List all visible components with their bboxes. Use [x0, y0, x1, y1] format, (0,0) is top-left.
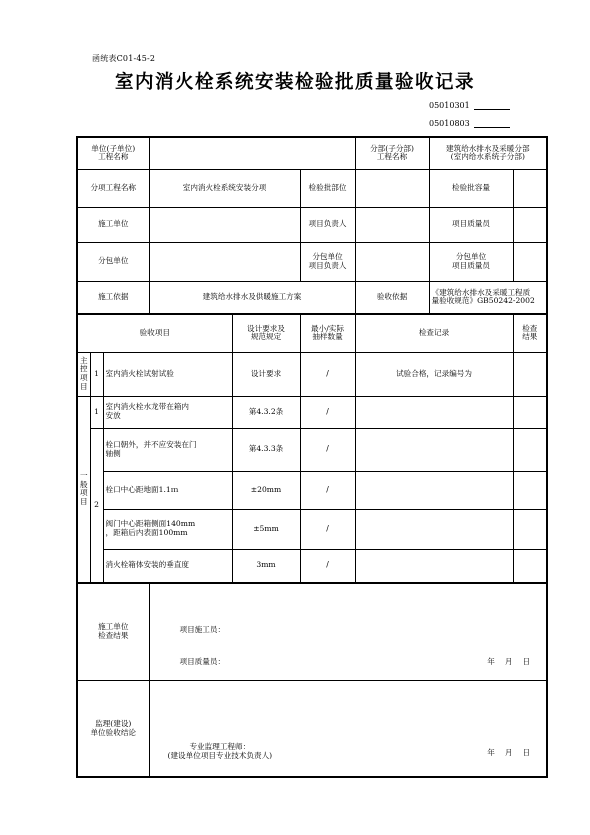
col-check-record: 检查记录 — [355, 314, 513, 352]
general-row-sample: / — [300, 549, 355, 583]
project-quality-sign: 项目质量员： — [179, 657, 226, 666]
general-row-result[interactable] — [513, 509, 547, 549]
general-row-record[interactable] — [355, 396, 513, 428]
general-row-record[interactable] — [355, 428, 513, 471]
main-row-no: 1 — [90, 352, 103, 396]
acceptance-basis-value: 《建筑给水排水及采暖工程质 量验收规范》GB50242-2002 — [429, 281, 547, 314]
general-row-record[interactable] — [355, 471, 513, 509]
construction-check-label: 施工单位 检查结果 — [77, 583, 149, 681]
project-worker-sign: 项目施工员： — [179, 625, 226, 634]
acceptance-basis-label: 验收依据 — [355, 281, 429, 314]
col-acceptance-item: 验收项目 — [77, 314, 232, 352]
inspection-part-value[interactable] — [355, 169, 429, 207]
inspection-part-label: 检验批部位 — [300, 169, 355, 207]
main-row-sample: / — [300, 352, 355, 396]
general-row-record[interactable] — [355, 509, 513, 549]
general-row-sample: / — [300, 428, 355, 471]
inspection-form-table — [76, 136, 548, 778]
general-row-no: 1 — [90, 396, 103, 428]
supervising-engineer-sign: 专业监理工程师： (建设单位项目专业技术负责人) — [167, 742, 273, 760]
col-sample-count: 最小/实际 抽样数量 — [300, 314, 355, 352]
construction-check-date: 年 月 日 — [487, 657, 531, 666]
subcontractor-label: 分包单位 — [77, 242, 149, 281]
general-label: 一 般 项 目 — [77, 396, 90, 583]
supervision-date: 年 月 日 — [487, 748, 531, 757]
col-check-result: 检查 结果 — [513, 314, 547, 352]
general-row-item: 栓口中心距地面1.1ｍ — [103, 471, 232, 509]
item-name-value: 室内消火栓系统安装分项 — [149, 169, 300, 207]
unit-name-label: 单位(子单位) 工程名称 — [77, 137, 149, 169]
sub-quality-officer-label: 分包单位 项目质量员 — [429, 242, 513, 281]
general-row-result[interactable] — [513, 396, 547, 428]
builder-value[interactable] — [149, 207, 300, 242]
general-row-spec: 第4.3.3条 — [232, 428, 300, 471]
general-row-item: 消火栓箱体安装的垂直度 — [103, 549, 232, 583]
subcontractor-value[interactable] — [149, 242, 300, 281]
construction-basis-value: 建筑给水排水及供暖施工方案 — [149, 281, 355, 314]
main-row-record[interactable]: 试验合格，记录编号为 — [355, 352, 513, 396]
project-manager-label: 项目负责人 — [300, 207, 355, 242]
construction-check-area[interactable] — [149, 583, 547, 681]
general-row-result[interactable] — [513, 428, 547, 471]
supervision-area[interactable] — [149, 681, 547, 778]
batch-capacity-label: 检验批容量 — [429, 169, 513, 207]
project-manager-value[interactable] — [355, 207, 429, 242]
builder-label: 施工单位 — [77, 207, 149, 242]
general-row-spec: 第4.3.2条 — [232, 396, 300, 428]
doc-number-1: 05010301 — [429, 100, 510, 110]
item-name-label: 分项工程名称 — [77, 169, 149, 207]
subunit-name-value: 建筑给水排水及采暖分部 (室内给水系统子分部) — [429, 137, 547, 169]
general-row-spec: 3mm — [232, 549, 300, 583]
general-row-spec: ±5mm — [232, 509, 300, 549]
quality-officer-value[interactable] — [513, 207, 547, 242]
general-row-spec: ±20mm — [232, 471, 300, 509]
general-row-sample: / — [300, 396, 355, 428]
doc-number-2: 05010803 — [429, 118, 510, 128]
general-row-item: 阀门中心距箱侧面140mm ，距箱后内表面100mm — [103, 509, 232, 549]
construction-basis-label: 施工依据 — [77, 281, 149, 314]
main-control-label: 主 控 项 目 — [77, 352, 90, 396]
main-row-result[interactable] — [513, 352, 547, 396]
page-title: 室内消火栓系统安装检验批质量验收记录 — [114, 72, 475, 93]
general-row-record[interactable] — [355, 549, 513, 583]
unit-name-value[interactable] — [149, 137, 355, 169]
sub-quality-officer-value[interactable] — [513, 242, 547, 281]
general-row-sample: / — [300, 471, 355, 509]
batch-capacity-value[interactable] — [513, 169, 547, 207]
supervision-label: 监理(建设) 单位验收结论 — [77, 681, 149, 778]
main-row-item: 室内消火栓试射试验 — [103, 352, 232, 396]
general-row-sample: / — [300, 509, 355, 549]
general-row-item: 室内消火栓水龙带在箱内 安放 — [103, 396, 232, 428]
general-row-result[interactable] — [513, 549, 547, 583]
quality-officer-label: 项目质量员 — [429, 207, 513, 242]
col-design-spec: 设计要求及 规范规定 — [232, 314, 300, 352]
general-row-result[interactable] — [513, 471, 547, 509]
main-row-spec: 设计要求 — [232, 352, 300, 396]
sub-project-manager-value[interactable] — [355, 242, 429, 281]
general-row-item: 栓口朝外，并不应安装在门 轴侧 — [103, 428, 232, 471]
form-code: 函统表C01-45-2 — [92, 54, 156, 63]
sub-project-manager-label: 分包单位 项目负责人 — [300, 242, 355, 281]
subunit-name-label: 分部(子分部) 工程名称 — [355, 137, 429, 169]
general-row-no: 2 — [90, 428, 103, 583]
